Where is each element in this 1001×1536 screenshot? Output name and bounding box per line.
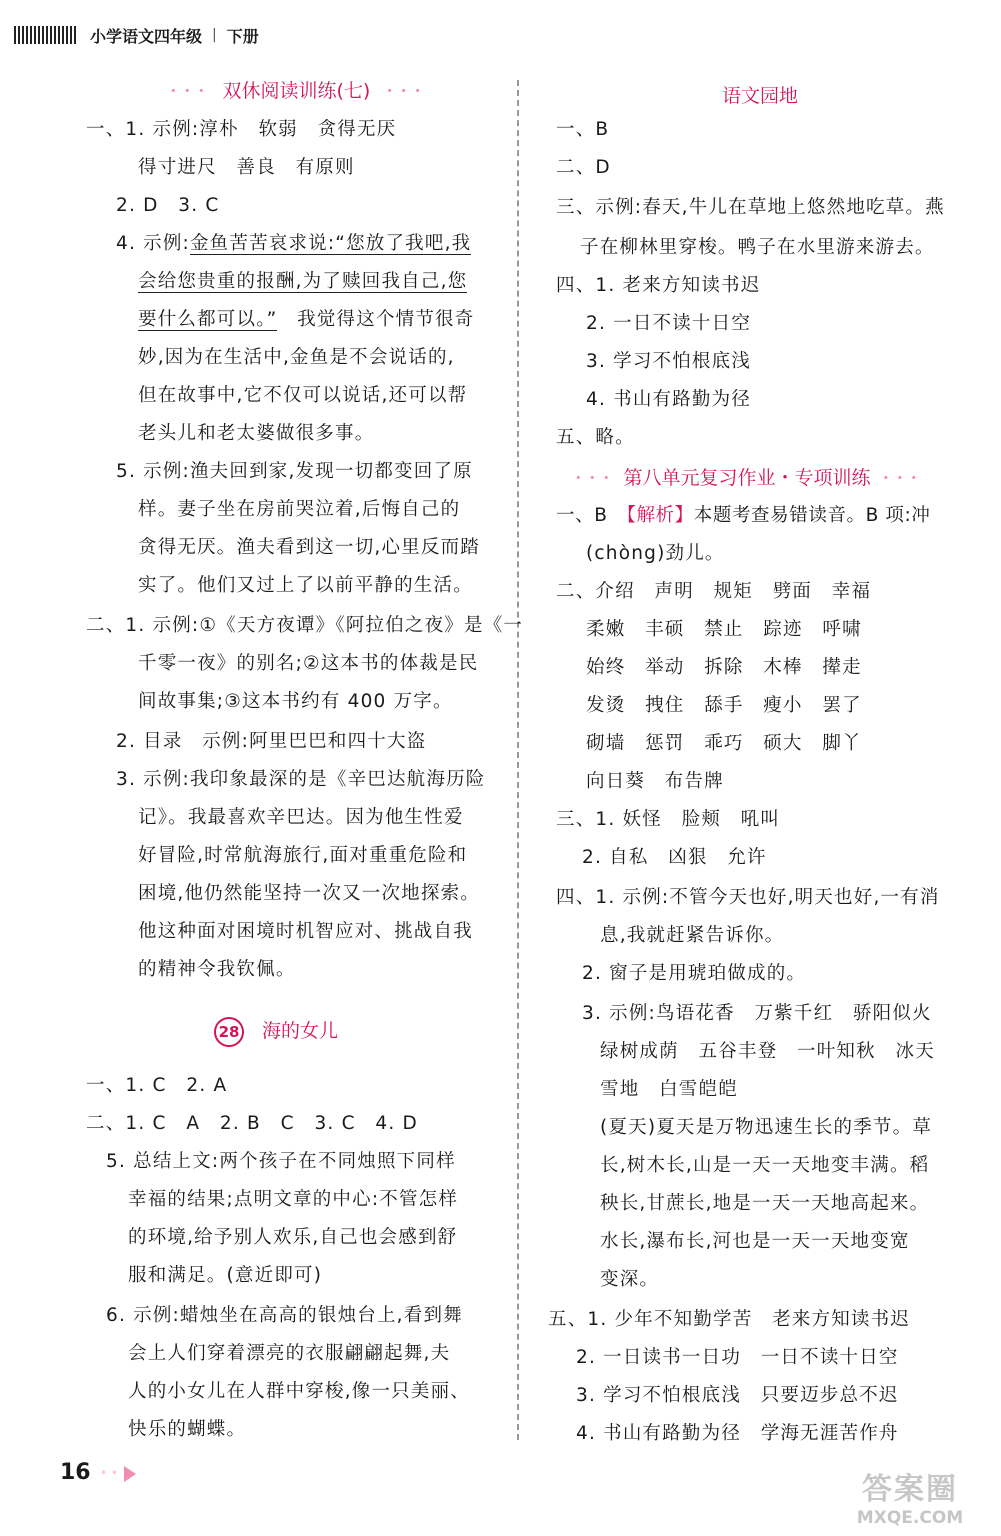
answer-line: 一、B [556, 119, 610, 140]
answer-line: 绿树成荫 五谷丰登 一叶知秋 冰天 [600, 1041, 935, 1062]
answer-line: 2. 窗子是用琥珀做成的。 [582, 963, 807, 984]
answer-line: 妙,因为在生活中,金鱼是不会说话的, [138, 347, 455, 368]
answer-line: 得寸进尺 善良 有原则 [138, 157, 355, 178]
answer-line: 好冒险,时常航海旅行,面对重重危险和 [138, 845, 468, 866]
answer-line: 砌墙 惩罚 乖巧 硕大 脚丫 [586, 733, 862, 754]
watermark-logo: 答案圈 MXQE.COM [856, 1472, 964, 1528]
answer-line: 二、1. C A 2. B C 3. C 4. D [86, 1113, 418, 1134]
answer-line: 2. 一日读书一日功 一日不读十日空 [576, 1347, 899, 1368]
answer-line: (chòng)劲儿。 [586, 543, 725, 564]
header-separator: | [212, 27, 217, 43]
answer-line: 雪地 白雪皑皑 [600, 1079, 738, 1100]
answer-line [138, 269, 467, 295]
answer-line: 困境,他仍然能坚持一次又一次地探索。 [138, 883, 480, 904]
answer-line: 5. 示例:渔夫回到家,发现一切都变回了原 [116, 461, 473, 482]
answer-line: 幸福的结果;点明文章的中心:不管怎样 [128, 1189, 459, 1210]
answer-line: 始终 举动 拆除 木棒 撵走 [586, 657, 862, 678]
decor-dots-icon: • • • [170, 84, 207, 98]
answer-line: 3. 示例:我印象最深的是《辛巴达航海历险 [116, 769, 486, 790]
section-title-language-garden: 语文园地 [722, 85, 799, 107]
answer-line: 秧长,甘蔗长,地是一天一天地高起来。 [600, 1193, 930, 1214]
answer-line: 老头儿和老太婆做很多事。 [138, 423, 375, 444]
answer-line: 4. 书山有路勤为径 学海无涯苦作舟 [576, 1423, 899, 1444]
answer-line: 三、示例:春天,牛儿在草地上悠然地吃草。燕 [556, 197, 945, 218]
answer-line: 会上人们穿着漂亮的衣服翩翩起舞,夫 [128, 1343, 451, 1364]
answer-line: 柔嫩 丰硕 禁止 踪迹 呼啸 [586, 619, 862, 640]
decor-dots-icon: • • • [575, 471, 612, 485]
answer-line: 的精神令我钦佩。 [138, 959, 296, 980]
answer-line: 实了。他们又过上了以前平静的生活。 [138, 575, 473, 596]
answer-line: 他这种面对困境时机智应对、挑战自我 [138, 921, 473, 942]
barcode-icon [14, 26, 76, 44]
answer-line: 子在柳林里穿梭。鸭子在水里游来游去。 [580, 237, 935, 258]
answer-line: 2. 目录 示例:阿里巴巴和四十大盗 [116, 731, 427, 752]
answer-line: 服和满足。(意近即可) [128, 1265, 323, 1286]
page-header [14, 22, 259, 48]
answer-line: 贪得无厌。渔夫看到这一切,心里反而踏 [138, 537, 480, 558]
decor-dots-icon: • • [100, 1466, 118, 1480]
answer-line: 水长,瀑布长,河也是一天一天地变宽 [600, 1231, 910, 1252]
answer-line: 要什么都可以。” 我觉得这个情节很奇 [138, 309, 475, 330]
page-number: 16 [60, 1460, 91, 1485]
answer-line: 4. 示例:金鱼苦苦哀求说:“您放了我吧,我 [116, 233, 472, 254]
answer-line: 五、1. 少年不知勤学苦 老来方知读书迟 [548, 1309, 911, 1330]
answer-line: 间故事集;③这本书约有 400 万字。 [138, 691, 453, 712]
answer-line: 千零一夜》的别名;②这本书的体裁是民 [138, 653, 479, 674]
answer-line: 四、1. 老来方知读书迟 [556, 275, 761, 296]
underlined-quote: 会给您贵重的报酬,为了赎回我自己,您 [138, 271, 468, 292]
decor-dots-icon: • • • [882, 471, 920, 485]
lesson-title: 28 海的女儿 [214, 1017, 338, 1047]
answer-line: 人的小女儿在人群中穿梭,像一只美丽、 [128, 1381, 470, 1402]
column-divider [517, 80, 519, 1440]
answer-line: 一、B 【解析】本题考查易错读音。B 项:冲 [556, 505, 931, 526]
section-title-unit-review: • • • 第八单元复习作业・专项训练 • • • [575, 467, 920, 489]
answer-line: 二、介绍 声明 规矩 劈面 幸福 [556, 581, 872, 602]
answer-line: 3. 示例:鸟语花香 万紫千红 骄阳似火 [582, 1003, 932, 1024]
answer-line: 四、1. 示例:不管今天也好,明天也好,一有消 [556, 887, 940, 908]
answer-line: 快乐的蝴蝶。 [128, 1419, 247, 1440]
answer-line: 二、D [556, 157, 611, 178]
answer-line: 3. 学习不怕根底浅 [586, 351, 752, 372]
answer-line: (夏天)夏天是万物迅速生长的季节。草 [600, 1117, 933, 1138]
answer-line: 的环境,给予别人欢乐,自己也会感到舒 [128, 1227, 458, 1248]
answer-line: 变深。 [600, 1269, 660, 1290]
answer-line: 2. D 3. C [116, 195, 220, 216]
page-arrow-icon [124, 1466, 136, 1482]
answer-line: 样。妻子坐在房前哭泣着,后悔自己的 [138, 499, 461, 520]
lesson-number-badge: 28 [214, 1017, 244, 1047]
answer-line: 向日葵 布告牌 [586, 771, 724, 792]
answer-line: 2. 自私 凶狠 允许 [582, 847, 767, 868]
answer-line: 记》。我最喜欢辛巴达。因为他生性爱 [138, 807, 464, 828]
answer-line: 发烫 拽住 舔手 瘦小 罢了 [586, 695, 862, 716]
answer-line: 息,我就赶紧告诉你。 [600, 925, 785, 946]
underlined-quote: 金鱼苦苦哀求说:“您放了我吧,我 [189, 233, 472, 254]
answer-line: 6. 示例:蜡烛坐在高高的银烛台上,看到舞 [106, 1305, 463, 1326]
section-title-weekend-reading: • • • 双休阅读训练(七) • • • [170, 80, 423, 102]
book-volume: 下册 [226, 26, 259, 46]
analysis-tag: 【解析】 [626, 505, 694, 526]
decor-dots-icon: • • • [386, 84, 423, 98]
answer-line: 4. 书山有路勤为径 [586, 389, 752, 410]
book-title: 小学语文四年级 [90, 26, 203, 46]
answer-line: 三、1. 妖怪 脸颊 吼叫 [556, 809, 781, 830]
answer-line: 一、1. C 2. A [86, 1075, 228, 1096]
answer-line: 五、略。 [556, 427, 635, 448]
answer-line: 二、1. 示例:①《天方夜谭》《阿拉伯之夜》是《一 [86, 615, 524, 636]
underlined-quote: 要什么都可以。” [138, 309, 278, 330]
answer-line: 但在故事中,它不仅可以说话,还可以帮 [138, 385, 468, 406]
answer-line: 长,树木长,山是一天一天地变丰满。稻 [600, 1155, 930, 1176]
answer-line: 3. 学习不怕根底浅 只要迈步总不迟 [576, 1385, 899, 1406]
answer-line: 5. 总结上文:两个孩子在不同烛照下同样 [106, 1151, 456, 1172]
answer-line: 一、1. 示例:淳朴 软弱 贪得无厌 [86, 119, 397, 140]
answer-line: 2. 一日不读十日空 [586, 313, 752, 334]
